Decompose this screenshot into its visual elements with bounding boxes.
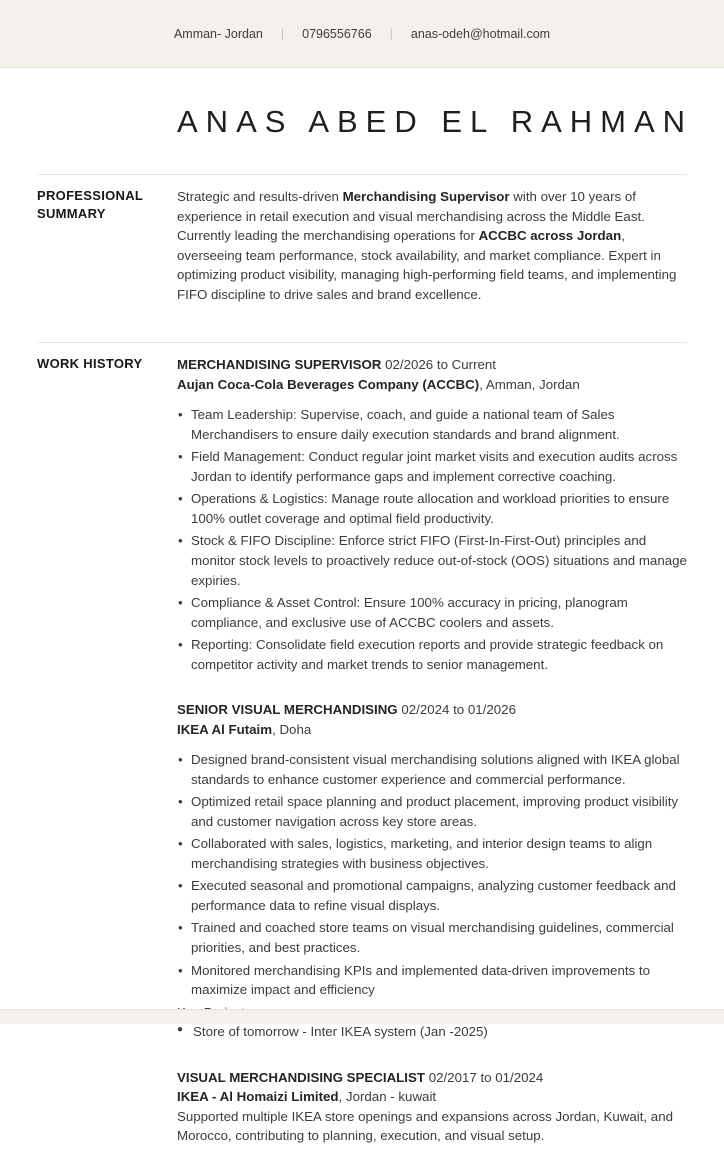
job-title-line xyxy=(177,1068,687,1088)
section-work-history xyxy=(37,342,687,1146)
bullet-item: • Operations & Logistics: Manage route allocation and workload priorities to ensure 100% outlet coverage and optimal field productivity. xyxy=(177,489,687,528)
job-dates: 02/2026 to Current xyxy=(381,357,496,373)
job-company: Aujan Coca-Cola Beverages Company (ACCBC) xyxy=(177,376,480,392)
candidate-name: ANAS ABED EL RAHMAN xyxy=(177,104,694,139)
bullet-item: • Executed seasonal and promotional campaigns, analyzing customer feedback and performance data to refine visual displays. xyxy=(177,876,687,915)
key-project-item: ● Store of tomorrow - Inter IKEA system (Jan -2025) xyxy=(177,1022,687,1042)
job-title-line xyxy=(177,700,687,720)
job-bullet-list xyxy=(177,750,687,999)
contact-bar xyxy=(0,0,724,68)
contact-phone: 0796556766 xyxy=(302,26,372,41)
job-location: , Amman, Jordan xyxy=(479,376,580,392)
job-company-line xyxy=(177,375,687,395)
job-title-line xyxy=(177,355,687,375)
job-header xyxy=(177,1068,687,1107)
bullet-item: • Field Management: Conduct regular joint market visits and execution audits across Jordan to identify performance gaps and implement corrective coaching. xyxy=(177,447,687,486)
job-location: , Jordan - kuwait xyxy=(338,1089,437,1105)
summary-paragraph xyxy=(177,187,687,304)
job-title: VISUAL MERCHANDISING SPECIALIST xyxy=(177,1069,425,1085)
bullet-item: • Optimized retail space planning and product placement, improving product visibility and customer navigation across key store areas. xyxy=(177,792,687,831)
summary-text: , overseeing team performance, stock availability, and market compliance. Expert in optimizing product visibility, managing high-performing field teams, and implementing FIFO discipline to drive sales and brand excellence. xyxy=(177,228,677,302)
summary-bold-role: Merchandising Supervisor xyxy=(342,189,510,204)
bullet-item: • Reporting: Consolidate field execution reports and provide strategic feedback on competitor activity and market trends to senior management. xyxy=(177,635,687,674)
contact-separator: | xyxy=(280,26,285,41)
summary-text: with over 10 years of experience in retail execution and visual merchandising across the Middle East. Currently leading the merchandising operations for xyxy=(177,189,645,244)
section-label-summary: PROFESSIONAL SUMMARY xyxy=(37,188,143,221)
job-dates: 02/2024 to 01/2026 xyxy=(397,702,516,718)
bullet-item: • Designed brand-consistent visual merchandising solutions aligned with IKEA global standards to enhance customer experience and commercial performance. xyxy=(177,750,687,789)
job-bullet-list xyxy=(177,405,687,674)
job-dates: 02/2017 to 01/2024 xyxy=(425,1069,544,1085)
job-title: SENIOR VISUAL MERCHANDISING xyxy=(177,702,398,718)
bullet-item: • Team Leadership: Supervise, coach, and guide a national team of Sales Merchandisers to ensure daily execution standards and brand alignment. xyxy=(177,405,687,444)
job-entry xyxy=(177,1068,687,1146)
section-professional-summary xyxy=(37,174,687,304)
contact-email: anas-odeh@hotmail.com xyxy=(410,26,551,41)
contact-location: Amman- Jordan xyxy=(173,26,263,41)
summary-bold-company: ACCBC across Jordan xyxy=(478,228,622,244)
bullet-item: • Collaborated with sales, logistics, marketing, and interior design teams to align merchandising strategies with business objectives. xyxy=(177,834,687,873)
job-company-line xyxy=(177,720,687,740)
bullet-item: • Compliance & Asset Control: Ensure 100% accuracy in pricing, planogram compliance, and exclusive use of ACCBC coolers and assets. xyxy=(177,593,687,632)
job-header xyxy=(177,700,687,739)
page-bottom-margin xyxy=(0,1009,724,1024)
job-header xyxy=(177,355,687,394)
job-company: IKEA - Al Homaizi Limited xyxy=(177,1089,339,1105)
contact-separator: | xyxy=(389,26,393,41)
bullet-item: • Monitored merchandising KPIs and implemented data-driven improvements to maximize impact and efficiency xyxy=(177,961,687,1000)
summary-text: Strategic and results-driven xyxy=(177,189,343,204)
job-entry xyxy=(177,355,687,674)
job-location: , Doha xyxy=(272,721,312,737)
job-company: IKEA Al Futaim xyxy=(177,721,273,737)
bullet-item: • Trained and coached store teams on visual merchandising guidelines, commercial priorities, and best practices. xyxy=(177,918,687,957)
section-label-work: WORK HISTORY xyxy=(37,356,143,372)
job-entry xyxy=(177,700,687,1042)
work-history-content xyxy=(177,355,687,1146)
job-title: MERCHANDISING SUPERVISOR xyxy=(177,357,382,373)
bullet-item: • Stock & FIFO Discipline: Enforce strict FIFO (First-In-First-Out) principles and monitor stock levels to proactively reduce out-of-stock (OOS) situations and manage expiries. xyxy=(177,531,687,590)
job-company-line xyxy=(177,1087,687,1107)
job-paragraph: Supported multiple IKEA store openings and expansions across Jordan, Kuwait, and Morocco, contributing to planning, execution, and visual setup. xyxy=(177,1108,673,1144)
